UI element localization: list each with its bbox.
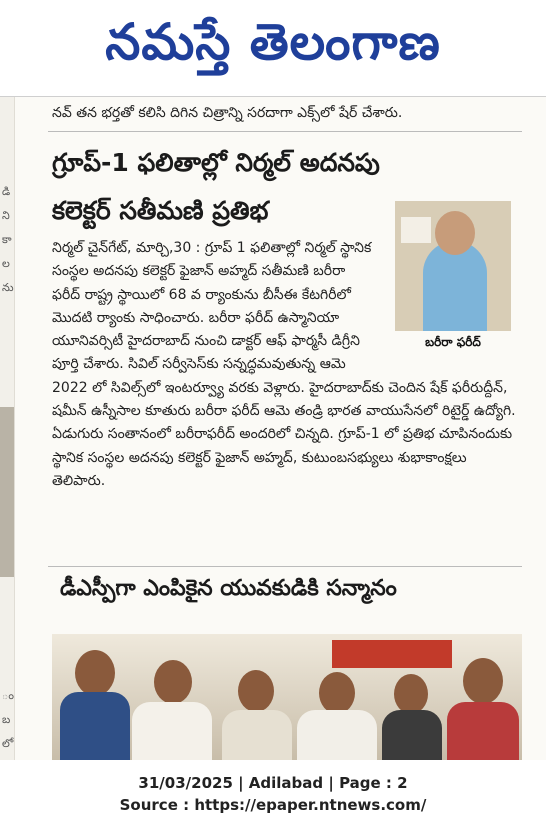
person-head	[238, 670, 274, 712]
person-body	[60, 692, 130, 760]
left-fragment: బ	[2, 713, 11, 726]
left-fragment: ను	[2, 281, 14, 294]
left-fragment: లో	[2, 737, 14, 750]
person	[132, 650, 212, 760]
left-fragment: ం	[2, 689, 14, 702]
adjacent-photo	[0, 407, 14, 577]
person	[297, 660, 377, 760]
person	[447, 648, 519, 760]
left-fragment: కా	[2, 233, 12, 246]
page-footer	[0, 764, 546, 840]
photo-wrap-spacer	[372, 237, 522, 357]
article-divider	[48, 131, 522, 132]
photo-caption: బరీరా ఫరీద్	[425, 335, 481, 349]
newspaper-title: నమస్తే తెలంగాణ	[105, 12, 441, 71]
source-link[interactable]: Source : https://epaper.ntnews.com/	[119, 796, 427, 814]
person	[60, 640, 130, 760]
person-head	[319, 672, 355, 714]
person-head	[394, 674, 428, 714]
adjacent-column-edge	[0, 97, 15, 760]
article-body-text: నిర్మల్ చైన్‌గేట్, మార్చి,30 : గ్రూప్ 1 ఫలితాల్లో నిర్మల్ స్థానిక సంస్థల అదనపు కలెక్టర్ ఫైజాన్ అహ్మద్ సతీమణి బరీరా ఫరీద్ రాష్ట్ర స్థాయిలో 68 వ ర్యాంకును బీసీఈ కేటగిరీలో మొదటి ర్యాంకు సాధించారు. బరీరా ఫరీద్ ఉస్మానియా యూనివర్సిటీ హైదరాబాద్ నుంచి డాక్టర్ ఆఫ్ ఫార్మసీ డిగ్రీని పూర్తి చేశారు. సివిల్ సర్వీసెస్‌కు సన్నద్ధమవుతున్న ఆమె 2022 లో సివిల్స్‌లో ఇంటర్వ్యూ వరకు వెళ్లారు. హైదరాబాద్‌కు చెందిన షేక్ ఫరీరుద్దీన్, షమీన్ ఉస్నీసాల కూతురు బరీరా ఫరీద్ ఆమె తండ్రి భారత వాయుసేనలో రిటైర్డ్ ఉద్యోగి. ఏడుగురు సంతానంలో బరీరాఫరీద్ అందరిలో చిన్నది. గ్రూప్-1 లో ప్రతిభ చూపినందుకు స్థానిక సంస్థల అదనపు కలెక్టర్ ఫైజాన్ అహ్మద్, కుటుంబసభ్యులు శుభాకాంక్షలు తెలిపారు.	[52, 240, 516, 489]
person-body	[132, 702, 212, 760]
second-article-headline: డీఎస్పీగా ఎంపికైన యువకుడికి సన్మానం	[60, 576, 397, 601]
person-body	[222, 710, 292, 760]
person-body	[382, 710, 442, 760]
left-fragment: ల	[2, 257, 10, 270]
left-fragment: డి	[2, 185, 11, 198]
person-body	[297, 710, 377, 760]
article-body	[52, 237, 522, 493]
person-body	[447, 702, 519, 760]
edition-info: 31/03/2025 | Adilabad | Page : 2	[138, 774, 408, 792]
person	[382, 664, 442, 760]
masthead	[0, 0, 546, 96]
article-headline: గ్రూప్-1 ఫలితాల్లో నిర్మల్ అదనపు కలెక్టర్ సతీమణి ప్రతిభ	[52, 148, 380, 225]
person-head	[75, 650, 115, 696]
person-head	[154, 660, 192, 704]
article-clipping	[0, 97, 546, 760]
previous-article-last-line: నవ్ తన భర్తతో కలిసి దిగిన చిత్రాన్ని సరదాగా ఎక్స్‌లో షేర్ చేశారు.	[52, 105, 403, 121]
group-photo	[52, 634, 522, 760]
article-divider	[48, 566, 522, 567]
left-fragment: ని	[2, 209, 10, 222]
person-head	[463, 658, 503, 704]
person	[222, 660, 292, 760]
